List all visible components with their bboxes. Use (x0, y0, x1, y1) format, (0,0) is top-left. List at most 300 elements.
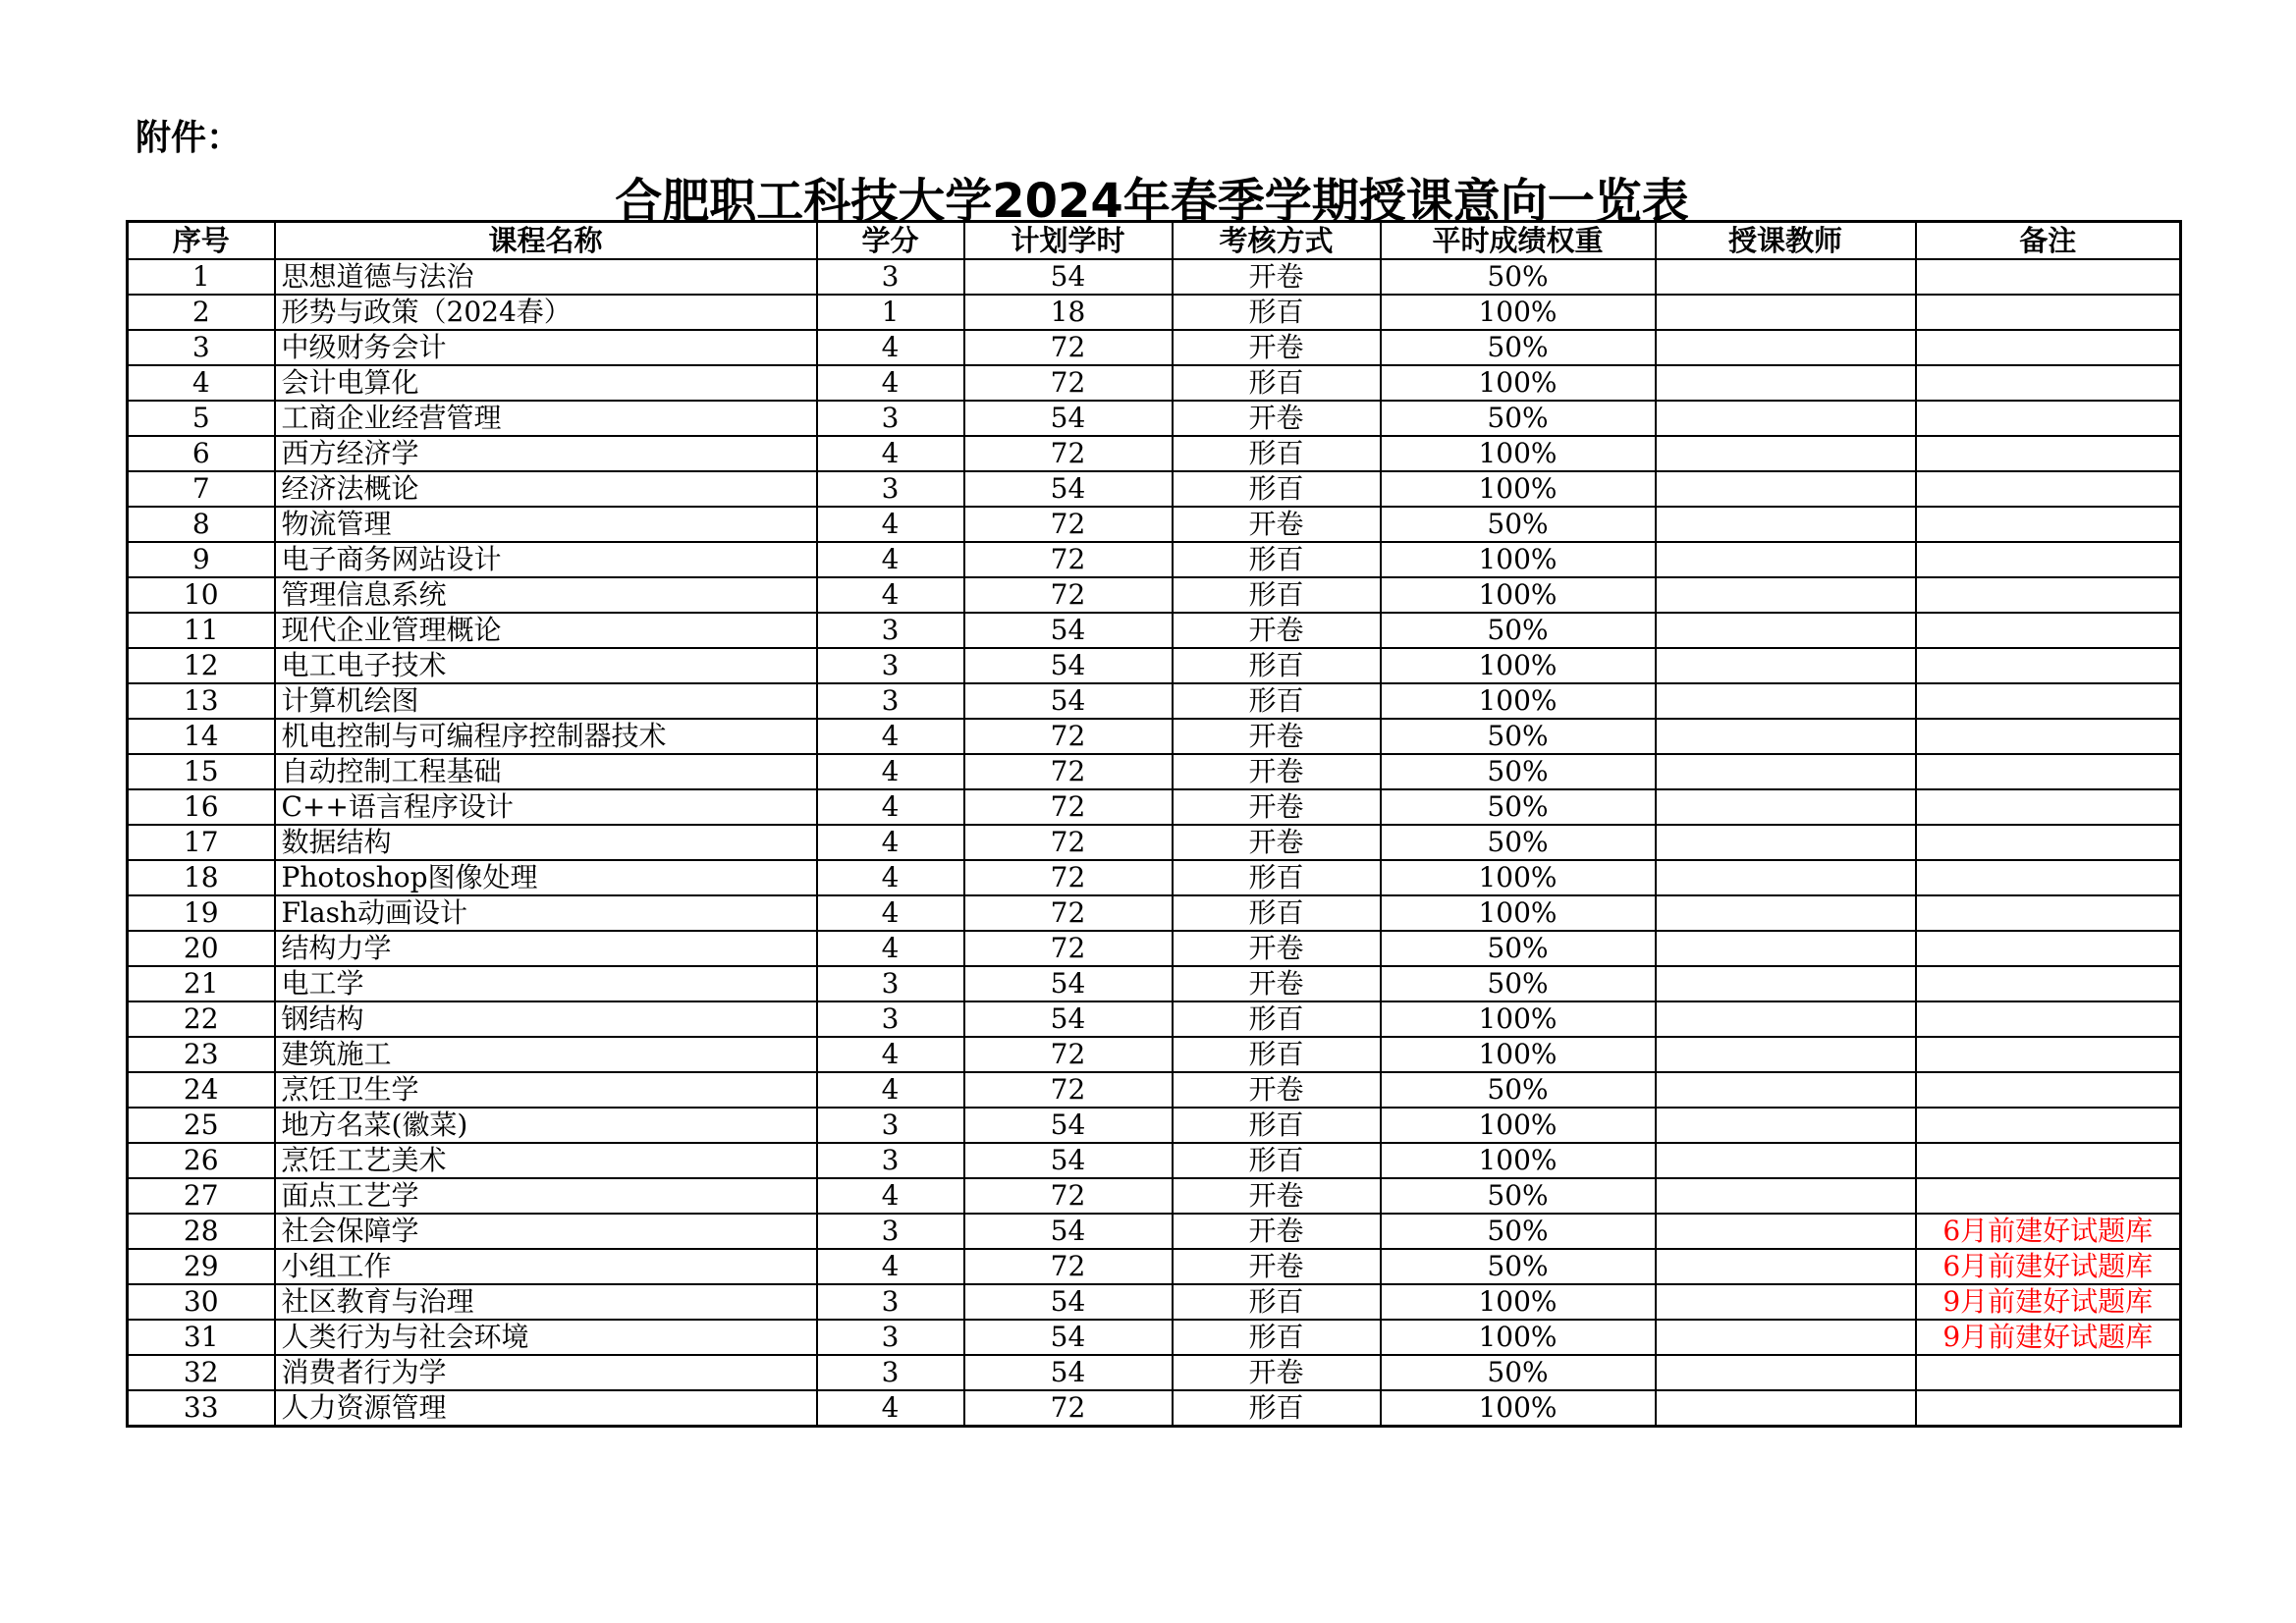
cell-weight: 100% (1381, 577, 1656, 613)
table-row (128, 860, 2181, 895)
cell-teacher (1656, 719, 1916, 754)
cell-remark (1916, 825, 2181, 860)
cell-seq: 22 (128, 1001, 275, 1037)
table-row (128, 295, 2181, 330)
cell-weight: 100% (1381, 295, 1656, 330)
cell-credits: 3 (817, 966, 964, 1001)
cell-remark (1916, 966, 2181, 1001)
table-row (128, 789, 2181, 825)
cell-teacher (1656, 648, 1916, 683)
cell-course-name: 烹饪卫生学 (275, 1072, 817, 1108)
cell-remark (1916, 1143, 2181, 1178)
table-row (128, 966, 2181, 1001)
cell-remark (1916, 1108, 2181, 1143)
table-row (128, 330, 2181, 365)
cell-seq: 18 (128, 860, 275, 895)
cell-exam-method: 形百 (1173, 1037, 1381, 1072)
table-row (128, 1320, 2181, 1355)
cell-credits: 4 (817, 542, 964, 577)
cell-course-name: 管理信息系统 (275, 577, 817, 613)
cell-hours: 72 (964, 719, 1173, 754)
table-row (128, 648, 2181, 683)
table-row (128, 1037, 2181, 1072)
cell-teacher (1656, 613, 1916, 648)
cell-course-name: 电工学 (275, 966, 817, 1001)
cell-credits: 3 (817, 401, 964, 436)
cell-teacher (1656, 259, 1916, 295)
cell-credits: 3 (817, 1214, 964, 1249)
cell-remark (1916, 719, 2181, 754)
cell-hours: 72 (964, 1037, 1173, 1072)
cell-seq: 14 (128, 719, 275, 754)
cell-exam-method: 形百 (1173, 436, 1381, 471)
cell-seq: 28 (128, 1214, 275, 1249)
cell-seq: 10 (128, 577, 275, 613)
cell-weight: 100% (1381, 1001, 1656, 1037)
cell-remark (1916, 1037, 2181, 1072)
cell-exam-method: 开卷 (1173, 613, 1381, 648)
cell-credits: 4 (817, 507, 964, 542)
cell-exam-method: 形百 (1173, 577, 1381, 613)
cell-teacher (1656, 1284, 1916, 1320)
table-row (128, 1214, 2181, 1249)
cell-remark (1916, 648, 2181, 683)
cell-teacher (1656, 1001, 1916, 1037)
cell-exam-method: 开卷 (1173, 1072, 1381, 1108)
cell-hours: 72 (964, 1249, 1173, 1284)
cell-exam-method: 形百 (1173, 1001, 1381, 1037)
cell-weight: 50% (1381, 613, 1656, 648)
cell-seq: 13 (128, 683, 275, 719)
cell-teacher (1656, 860, 1916, 895)
table-row (128, 577, 2181, 613)
cell-exam-method: 形百 (1173, 895, 1381, 931)
cell-remark (1916, 1072, 2181, 1108)
cell-credits: 4 (817, 789, 964, 825)
header-teacher: 授课教师 (1656, 222, 1916, 260)
cell-seq: 15 (128, 754, 275, 789)
cell-seq: 27 (128, 1178, 275, 1214)
cell-course-name: 钢结构 (275, 1001, 817, 1037)
cell-hours: 72 (964, 330, 1173, 365)
cell-seq: 4 (128, 365, 275, 401)
cell-teacher (1656, 1249, 1916, 1284)
cell-teacher (1656, 471, 1916, 507)
cell-credits: 3 (817, 1108, 964, 1143)
cell-exam-method: 形百 (1173, 683, 1381, 719)
cell-remark (1916, 754, 2181, 789)
cell-hours: 54 (964, 1320, 1173, 1355)
cell-credits: 3 (817, 1143, 964, 1178)
cell-credits: 3 (817, 1284, 964, 1320)
cell-hours: 72 (964, 542, 1173, 577)
cell-credits: 4 (817, 330, 964, 365)
cell-teacher (1656, 436, 1916, 471)
cell-course-name: 工商企业经营管理 (275, 401, 817, 436)
table-row (128, 401, 2181, 436)
cell-hours: 54 (964, 1355, 1173, 1390)
cell-remark (1916, 436, 2181, 471)
cell-course-name: 经济法概论 (275, 471, 817, 507)
cell-course-name: 人类行为与社会环境 (275, 1320, 817, 1355)
cell-seq: 6 (128, 436, 275, 471)
cell-course-name: 电子商务网站设计 (275, 542, 817, 577)
cell-seq: 19 (128, 895, 275, 931)
cell-exam-method: 开卷 (1173, 507, 1381, 542)
cell-teacher (1656, 825, 1916, 860)
cell-seq: 31 (128, 1320, 275, 1355)
cell-seq: 24 (128, 1072, 275, 1108)
cell-seq: 29 (128, 1249, 275, 1284)
cell-seq: 9 (128, 542, 275, 577)
cell-remark (1916, 683, 2181, 719)
cell-credits: 4 (817, 719, 964, 754)
cell-course-name: 建筑施工 (275, 1037, 817, 1072)
cell-teacher (1656, 1320, 1916, 1355)
cell-credits: 4 (817, 754, 964, 789)
cell-course-name: 思想道德与法治 (275, 259, 817, 295)
table-body (128, 259, 2181, 1427)
cell-course-name: 人力资源管理 (275, 1390, 817, 1427)
cell-weight: 100% (1381, 1320, 1656, 1355)
cell-remark: 9月前建好试题库 (1916, 1284, 2181, 1320)
cell-seq: 8 (128, 507, 275, 542)
cell-hours: 72 (964, 365, 1173, 401)
cell-course-name: 社会保障学 (275, 1214, 817, 1249)
cell-weight: 50% (1381, 330, 1656, 365)
cell-weight: 100% (1381, 1037, 1656, 1072)
cell-hours: 54 (964, 683, 1173, 719)
cell-hours: 72 (964, 577, 1173, 613)
cell-course-name: 电工电子技术 (275, 648, 817, 683)
cell-exam-method: 开卷 (1173, 1249, 1381, 1284)
cell-course-name: 会计电算化 (275, 365, 817, 401)
cell-credits: 4 (817, 1249, 964, 1284)
cell-hours: 54 (964, 1001, 1173, 1037)
table-row (128, 613, 2181, 648)
cell-credits: 3 (817, 648, 964, 683)
cell-hours: 54 (964, 648, 1173, 683)
cell-exam-method: 形百 (1173, 295, 1381, 330)
cell-weight: 100% (1381, 860, 1656, 895)
cell-credits: 3 (817, 471, 964, 507)
cell-credits: 3 (817, 1355, 964, 1390)
cell-credits: 4 (817, 577, 964, 613)
cell-weight: 100% (1381, 365, 1656, 401)
cell-teacher (1656, 1037, 1916, 1072)
cell-teacher (1656, 1390, 1916, 1427)
cell-exam-method: 形百 (1173, 648, 1381, 683)
cell-seq: 30 (128, 1284, 275, 1320)
cell-course-name: 自动控制工程基础 (275, 754, 817, 789)
cell-teacher (1656, 542, 1916, 577)
cell-remark (1916, 471, 2181, 507)
table-row (128, 1108, 2181, 1143)
cell-remark: 6月前建好试题库 (1916, 1249, 2181, 1284)
cell-credits: 3 (817, 259, 964, 295)
cell-remark (1916, 1355, 2181, 1390)
cell-weight: 50% (1381, 1355, 1656, 1390)
cell-remark (1916, 1390, 2181, 1427)
table-row (128, 1355, 2181, 1390)
table-row (128, 471, 2181, 507)
cell-exam-method: 开卷 (1173, 1178, 1381, 1214)
cell-teacher (1656, 401, 1916, 436)
cell-seq: 25 (128, 1108, 275, 1143)
table-row (128, 542, 2181, 577)
cell-course-name: C++语言程序设计 (275, 789, 817, 825)
table-row (128, 365, 2181, 401)
table-row (128, 1249, 2181, 1284)
cell-weight: 50% (1381, 719, 1656, 754)
cell-seq: 2 (128, 295, 275, 330)
cell-course-name: 西方经济学 (275, 436, 817, 471)
cell-teacher (1656, 330, 1916, 365)
table-row (128, 825, 2181, 860)
cell-remark (1916, 365, 2181, 401)
table-row (128, 895, 2181, 931)
cell-exam-method: 形百 (1173, 860, 1381, 895)
cell-exam-method: 开卷 (1173, 931, 1381, 966)
table-row (128, 1072, 2181, 1108)
cell-weight: 50% (1381, 754, 1656, 789)
cell-weight: 50% (1381, 966, 1656, 1001)
cell-weight: 100% (1381, 648, 1656, 683)
cell-course-name: 消费者行为学 (275, 1355, 817, 1390)
cell-hours: 72 (964, 789, 1173, 825)
cell-hours: 72 (964, 931, 1173, 966)
cell-seq: 5 (128, 401, 275, 436)
cell-remark (1916, 577, 2181, 613)
cell-weight: 100% (1381, 1390, 1656, 1427)
cell-hours: 54 (964, 1284, 1173, 1320)
cell-course-name: 中级财务会计 (275, 330, 817, 365)
cell-seq: 11 (128, 613, 275, 648)
cell-course-name: 形势与政策（2024春） (275, 295, 817, 330)
cell-credits: 4 (817, 1178, 964, 1214)
cell-seq: 16 (128, 789, 275, 825)
header-hours: 计划学时 (964, 222, 1173, 260)
cell-teacher (1656, 1072, 1916, 1108)
cell-exam-method: 开卷 (1173, 401, 1381, 436)
cell-weight: 100% (1381, 1143, 1656, 1178)
cell-hours: 18 (964, 295, 1173, 330)
header-seq: 序号 (128, 222, 275, 260)
cell-seq: 20 (128, 931, 275, 966)
cell-seq: 21 (128, 966, 275, 1001)
cell-seq: 32 (128, 1355, 275, 1390)
cell-weight: 50% (1381, 507, 1656, 542)
table-row (128, 1390, 2181, 1427)
cell-course-name: Photoshop图像处理 (275, 860, 817, 895)
cell-exam-method: 形百 (1173, 542, 1381, 577)
cell-hours: 72 (964, 436, 1173, 471)
cell-teacher (1656, 365, 1916, 401)
cell-weight: 100% (1381, 436, 1656, 471)
table-row (128, 1178, 2181, 1214)
table-row (128, 1001, 2181, 1037)
course-table (126, 220, 2182, 1428)
cell-credits: 3 (817, 683, 964, 719)
cell-hours: 54 (964, 1214, 1173, 1249)
cell-credits: 3 (817, 613, 964, 648)
cell-credits: 4 (817, 1037, 964, 1072)
cell-credits: 4 (817, 1390, 964, 1427)
cell-remark (1916, 1001, 2181, 1037)
cell-weight: 50% (1381, 1072, 1656, 1108)
cell-seq: 26 (128, 1143, 275, 1178)
table-row (128, 683, 2181, 719)
cell-exam-method: 开卷 (1173, 1355, 1381, 1390)
cell-credits: 4 (817, 825, 964, 860)
cell-teacher (1656, 789, 1916, 825)
cell-remark: 6月前建好试题库 (1916, 1214, 2181, 1249)
cell-hours: 54 (964, 259, 1173, 295)
cell-credits: 4 (817, 931, 964, 966)
cell-weight: 100% (1381, 542, 1656, 577)
cell-teacher (1656, 931, 1916, 966)
cell-credits: 4 (817, 365, 964, 401)
cell-weight: 50% (1381, 259, 1656, 295)
cell-course-name: 小组工作 (275, 1249, 817, 1284)
cell-credits: 4 (817, 1072, 964, 1108)
cell-remark (1916, 895, 2181, 931)
cell-seq: 1 (128, 259, 275, 295)
cell-course-name: 地方名菜(徽菜) (275, 1108, 817, 1143)
cell-remark (1916, 507, 2181, 542)
table-row (128, 754, 2181, 789)
cell-weight: 50% (1381, 1214, 1656, 1249)
cell-hours: 72 (964, 1178, 1173, 1214)
cell-remark (1916, 613, 2181, 648)
cell-exam-method: 形百 (1173, 471, 1381, 507)
cell-remark (1916, 401, 2181, 436)
cell-exam-method: 开卷 (1173, 825, 1381, 860)
cell-hours: 72 (964, 895, 1173, 931)
cell-hours: 72 (964, 860, 1173, 895)
cell-weight: 100% (1381, 1284, 1656, 1320)
cell-teacher (1656, 507, 1916, 542)
header-credits: 学分 (817, 222, 964, 260)
cell-remark (1916, 295, 2181, 330)
cell-exam-method: 形百 (1173, 365, 1381, 401)
cell-teacher (1656, 577, 1916, 613)
cell-weight: 50% (1381, 789, 1656, 825)
table-row (128, 1284, 2181, 1320)
table-row (128, 436, 2181, 471)
cell-weight: 100% (1381, 895, 1656, 931)
cell-exam-method: 开卷 (1173, 719, 1381, 754)
cell-credits: 1 (817, 295, 964, 330)
document-title: 合肥职工科技大学2024年春季学期授课意向一览表 (615, 174, 1689, 229)
cell-exam-method: 形百 (1173, 1284, 1381, 1320)
cell-course-name: 数据结构 (275, 825, 817, 860)
cell-course-name: 现代企业管理概论 (275, 613, 817, 648)
cell-hours: 72 (964, 1072, 1173, 1108)
cell-exam-method: 开卷 (1173, 966, 1381, 1001)
cell-remark: 9月前建好试题库 (1916, 1320, 2181, 1355)
cell-hours: 54 (964, 1143, 1173, 1178)
cell-weight: 100% (1381, 471, 1656, 507)
cell-weight: 50% (1381, 401, 1656, 436)
cell-hours: 72 (964, 507, 1173, 542)
header-course: 课程名称 (275, 222, 817, 260)
cell-remark (1916, 330, 2181, 365)
header-weight: 平时成绩权重 (1381, 222, 1656, 260)
cell-course-name: Flash动画设计 (275, 895, 817, 931)
cell-credits: 3 (817, 1320, 964, 1355)
table-row (128, 1143, 2181, 1178)
cell-remark (1916, 860, 2181, 895)
cell-teacher (1656, 1143, 1916, 1178)
cell-weight: 100% (1381, 1108, 1656, 1143)
cell-exam-method: 形百 (1173, 1143, 1381, 1178)
table-row (128, 719, 2181, 754)
cell-credits: 4 (817, 860, 964, 895)
cell-seq: 33 (128, 1390, 275, 1427)
cell-hours: 54 (964, 966, 1173, 1001)
cell-exam-method: 形百 (1173, 1320, 1381, 1355)
cell-weight: 50% (1381, 1249, 1656, 1284)
cell-teacher (1656, 1355, 1916, 1390)
cell-teacher (1656, 295, 1916, 330)
cell-hours: 54 (964, 471, 1173, 507)
cell-course-name: 结构力学 (275, 931, 817, 966)
cell-course-name: 计算机绘图 (275, 683, 817, 719)
cell-exam-method: 开卷 (1173, 789, 1381, 825)
cell-weight: 50% (1381, 825, 1656, 860)
cell-seq: 7 (128, 471, 275, 507)
cell-credits: 4 (817, 895, 964, 931)
cell-exam-method: 形百 (1173, 1390, 1381, 1427)
cell-remark (1916, 1178, 2181, 1214)
cell-credits: 3 (817, 1001, 964, 1037)
cell-hours: 54 (964, 401, 1173, 436)
header-exam: 考核方式 (1173, 222, 1381, 260)
table-row (128, 259, 2181, 295)
cell-seq: 23 (128, 1037, 275, 1072)
cell-seq: 17 (128, 825, 275, 860)
cell-exam-method: 开卷 (1173, 330, 1381, 365)
cell-hours: 72 (964, 754, 1173, 789)
cell-teacher (1656, 1108, 1916, 1143)
cell-credits: 4 (817, 436, 964, 471)
cell-remark (1916, 542, 2181, 577)
cell-course-name: 物流管理 (275, 507, 817, 542)
cell-exam-method: 开卷 (1173, 259, 1381, 295)
cell-teacher (1656, 966, 1916, 1001)
cell-teacher (1656, 754, 1916, 789)
cell-exam-method: 形百 (1173, 1108, 1381, 1143)
cell-course-name: 机电控制与可编程序控制器技术 (275, 719, 817, 754)
cell-hours: 72 (964, 825, 1173, 860)
cell-exam-method: 开卷 (1173, 1214, 1381, 1249)
cell-course-name: 烹饪工艺美术 (275, 1143, 817, 1178)
cell-weight: 100% (1381, 683, 1656, 719)
cell-course-name: 社区教育与治理 (275, 1284, 817, 1320)
cell-remark (1916, 931, 2181, 966)
cell-remark (1916, 789, 2181, 825)
cell-teacher (1656, 1178, 1916, 1214)
header-remark: 备注 (1916, 222, 2181, 260)
cell-hours: 72 (964, 1390, 1173, 1427)
attachment-label: 附件： (136, 118, 243, 158)
cell-seq: 12 (128, 648, 275, 683)
cell-teacher (1656, 895, 1916, 931)
cell-exam-method: 开卷 (1173, 754, 1381, 789)
cell-teacher (1656, 683, 1916, 719)
header-row (128, 222, 2181, 260)
